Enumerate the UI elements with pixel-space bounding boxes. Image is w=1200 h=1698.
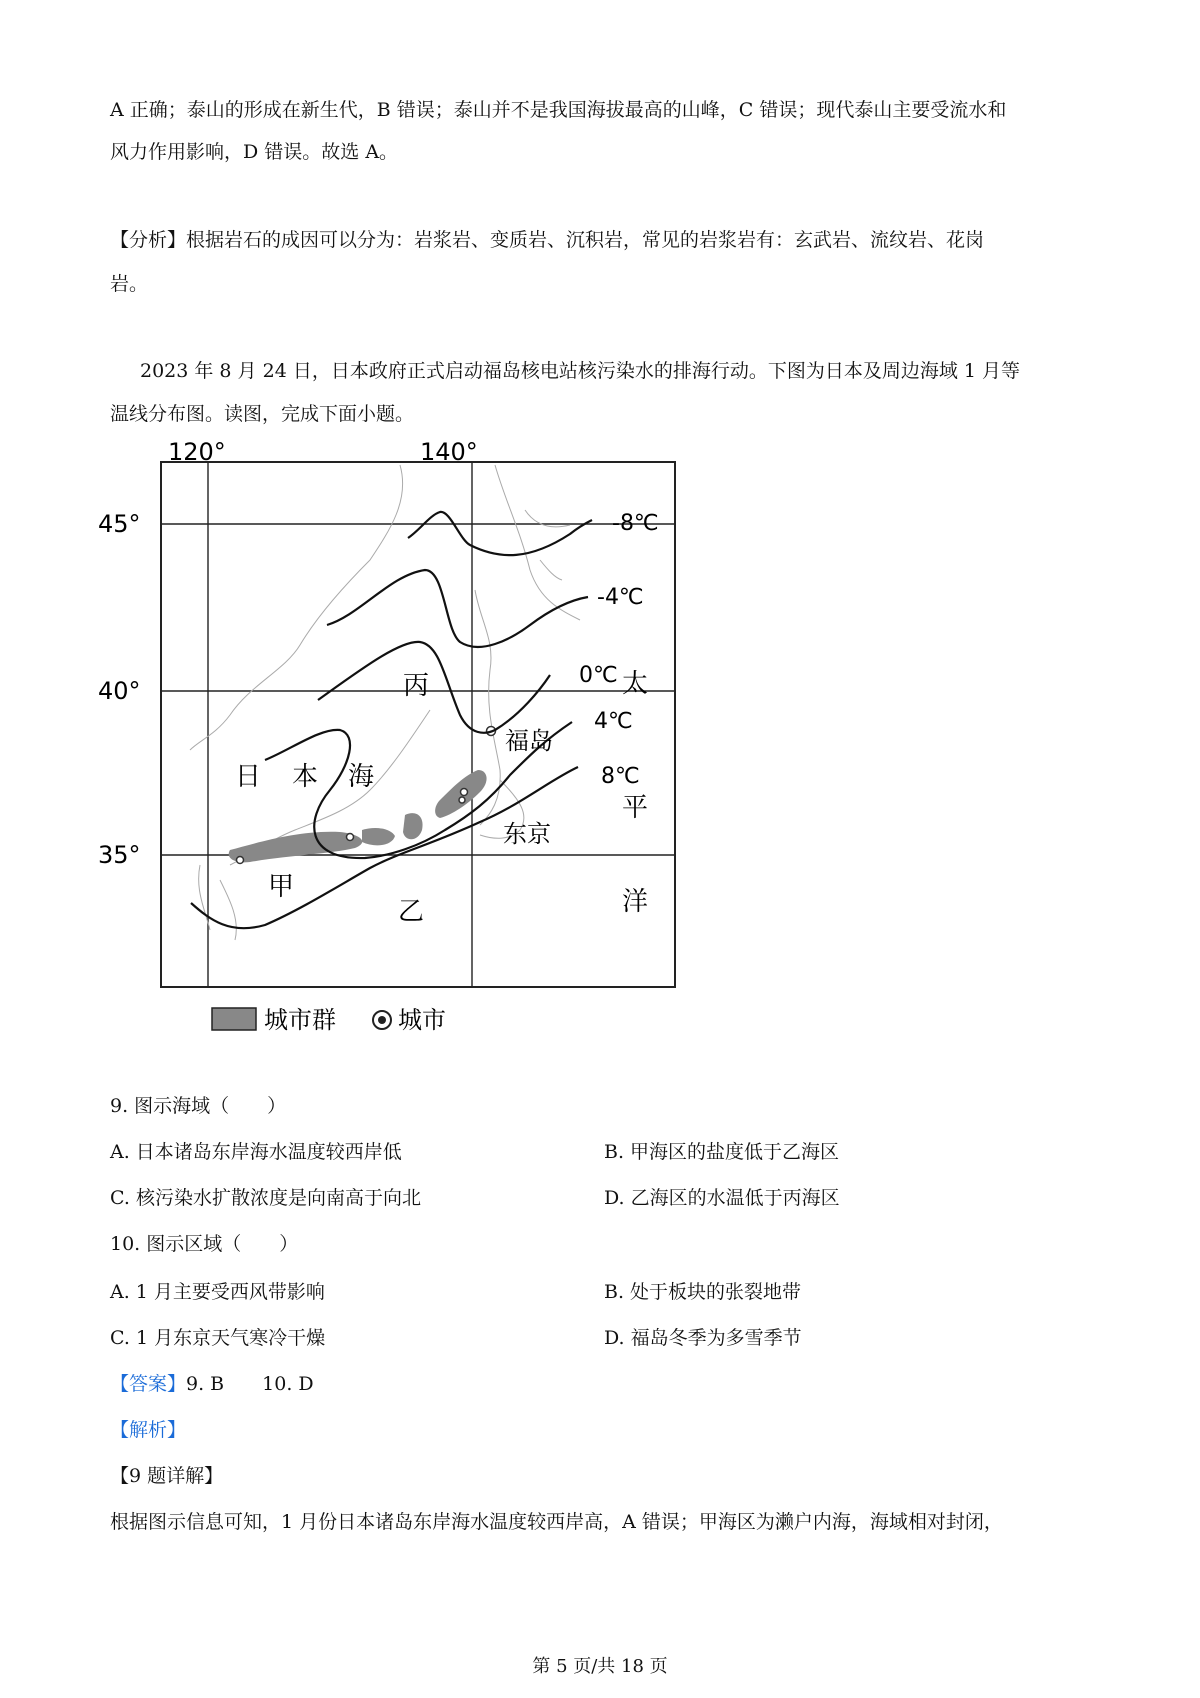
- q9-option-c: C. 核污染水扩散浓度是向南高于向北: [110, 1187, 421, 1209]
- q9-option-b: B. 甲海区的盐度低于乙海区: [604, 1141, 840, 1163]
- para2-line2: 岩。: [110, 273, 149, 295]
- detail-tag: 【9 题详解】: [110, 1465, 224, 1487]
- label-yi: 乙: [398, 897, 425, 927]
- q9-stem: 9. 图示海域（ ）: [110, 1095, 287, 1117]
- isotherm-minus4: [327, 570, 588, 647]
- isotherm-0: [318, 642, 550, 733]
- label-tai: 太: [622, 669, 649, 699]
- label-8: 8℃: [601, 764, 640, 789]
- label-fukushima: 福岛: [505, 727, 553, 755]
- label-tokyo: 东京: [503, 820, 551, 848]
- label-ben: 本: [292, 762, 319, 792]
- label-4: 4℃: [594, 709, 633, 734]
- legend-city-label: 城市: [398, 1006, 446, 1034]
- lat-label-45: 45°: [98, 510, 141, 538]
- para1-line1: A 正确；泰山的形成在新生代，B 错误；泰山并不是我国海拔最高的山峰，C 错误；现代泰山主要受流水和: [110, 99, 1007, 121]
- coastline: [190, 465, 580, 940]
- q10-option-d: D. 福岛冬季为多雪季节: [604, 1327, 802, 1349]
- legend-city-group-swatch: [212, 1008, 256, 1030]
- q9-option-d: D. 乙海区的水温低于丙海区: [604, 1187, 840, 1209]
- intro-line2: 温线分布图。读图，完成下面小题。: [110, 403, 415, 425]
- answer-text: 9. B 10. D: [186, 1373, 314, 1395]
- label-minus8: -8℃: [612, 511, 659, 536]
- analysis-tag: 【解析】: [110, 1419, 187, 1441]
- legend-city-group-label: 城市群: [264, 1006, 336, 1034]
- label-yang: 洋: [622, 887, 649, 917]
- label-0: 0℃: [579, 663, 618, 688]
- lat-label-35: 35°: [98, 841, 141, 869]
- answer-line: [110, 1370, 314, 1398]
- q10-option-c: C. 1 月东京天气寒冷干燥: [110, 1327, 326, 1349]
- intro-line1: 2023 年 8 月 24 日，日本政府正式启动福岛核电站核污染水的排海行动。下图为日本及周边海域 1 月等: [140, 360, 1020, 382]
- label-bing: 丙: [403, 671, 430, 701]
- isotherm-minus8: [408, 512, 592, 555]
- page-footer: 第 5 页/共 18 页: [532, 1656, 668, 1677]
- isotherm-map: [98, 438, 700, 1070]
- detail-text: 根据图示信息可知，1 月份日本诸岛东岸海水温度较西岸高，A 错误；甲海区为濑户内海，海域相对封闭，: [110, 1511, 1003, 1533]
- lat-label-40: 40°: [98, 677, 141, 705]
- q9-option-a: A. 日本诸岛东岸海水温度较西岸低: [110, 1141, 402, 1163]
- answer-tag: 【答案】: [110, 1373, 187, 1395]
- lon-label-140: 140°: [420, 438, 478, 466]
- para1-line2: 风力作用影响，D 错误。故选 A。: [110, 141, 399, 163]
- q10-option-b: B. 处于板块的张裂地带: [604, 1281, 802, 1303]
- q10-stem: 10. 图示区域（ ）: [110, 1233, 299, 1255]
- label-minus4: -4℃: [597, 585, 644, 610]
- q10-option-a: A. 1 月主要受西风带影响: [110, 1281, 325, 1303]
- lon-label-120: 120°: [168, 438, 226, 466]
- label-ri: 日: [235, 762, 262, 792]
- label-ping: 平: [622, 793, 649, 823]
- para2-line1: 【分析】根据岩石的成因可以分为：岩浆岩、变质岩、沉积岩，常见的岩浆岩有：玄武岩、流纹岩、花岗: [110, 229, 985, 251]
- label-jia: 甲: [268, 872, 295, 902]
- label-hai: 海: [348, 762, 375, 792]
